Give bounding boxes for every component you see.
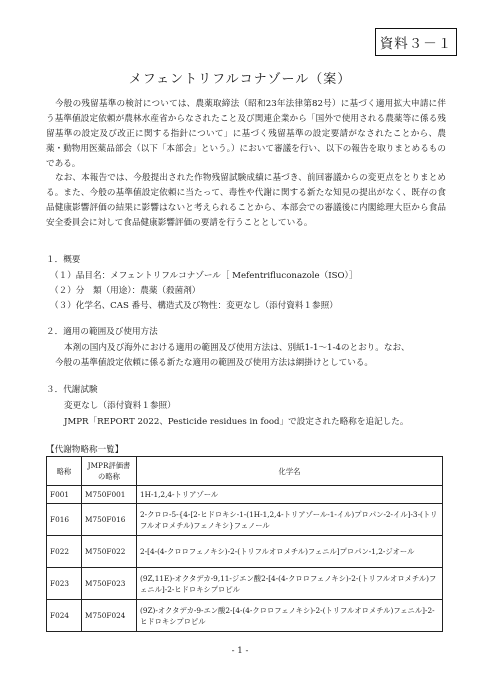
row-jmpr-abbreviation: M750F024 — [82, 600, 137, 632]
row-chemical-name: (9Z)-オクタデカ-9-エン酸2-[4-(4-クロロフェノキシ)-2-(トリフルオロメチル)フェニル]-2-ヒドロキシプロピル — [137, 600, 443, 632]
row-abbreviation: F016 — [47, 504, 82, 536]
row-chemical-name: 1H-1,2,4-トリアゾール — [137, 486, 443, 504]
overview-item-name: （１）品目名：メフェントリフルコナゾール［ Mefentrifluconazole（ISO）］ — [50, 271, 358, 281]
header-chemical-name: 化学名 — [137, 457, 443, 486]
row-jmpr-abbreviation: M750F016 — [82, 504, 137, 536]
table-row — [47, 486, 443, 504]
header-jmpr-abbreviation: JMPR評価書の略称 — [82, 457, 137, 486]
table-row — [47, 600, 443, 632]
section-2-heading: ２．適用の範囲及び使用方法 — [46, 327, 158, 337]
overview-item-chemical: （３）化学名、CAS 番号、構造式及び物性：変更なし（添付資料１参照） — [50, 301, 338, 311]
row-jmpr-abbreviation: M750F023 — [82, 568, 137, 600]
table-row — [47, 536, 443, 568]
document-tag: 資料３－１ — [375, 28, 457, 56]
table-caption: 【代謝物略称一覧】 — [46, 445, 124, 455]
row-abbreviation: F024 — [47, 600, 82, 632]
row-jmpr-abbreviation: M750F022 — [82, 536, 137, 568]
document-title: メフェントリフルコナゾール（案） — [128, 72, 352, 87]
usage-line-1: 本剤の国内及び海外における適用の範囲及び使用方法は、別紙1-1～1-4のとおり。なお、 — [64, 343, 410, 353]
overview-item-category: （２）分 類（用途）：農薬（殺菌剤） — [50, 286, 201, 296]
row-abbreviation: F022 — [47, 536, 82, 568]
intro-paragraph-1: 今般の残留基準の検討については、農薬取締法（昭和23年法律第82号）に基づく適用拡大申請に伴う基準値設定依頼が農林水産省からなされたこと及び関連企業から「国外で使用される農薬等に係る残留基準の設定及び改正に関する指針について」に基づく残留基準の設定要請がなされたことから、農薬・動物用医薬品部会（以下「本部会」という。）において審議を行い、以下の報告を取りまとめるものである。 — [46, 99, 446, 169]
row-abbreviation: F023 — [47, 568, 82, 600]
metabolite-abbreviation-table — [46, 456, 443, 632]
section-1-heading: １．概要 — [46, 255, 81, 265]
header-abbreviation: 略称 — [47, 457, 82, 486]
metabolism-line-1: 変更なし（添付資料１参照） — [64, 401, 176, 411]
page-number: - 1 - — [231, 646, 249, 656]
row-jmpr-abbreviation: M750F001 — [82, 486, 137, 504]
table-row — [47, 504, 443, 536]
table-header-row — [47, 457, 443, 486]
section-3-heading: ３．代謝試験 — [46, 385, 98, 395]
usage-line-2: 今般の基準値設定依頼に係る新たな適用の範囲及び使用方法は網掛けとしている。 — [55, 358, 373, 368]
table-row — [47, 568, 443, 600]
intro-paragraph-2: なお、本報告では、今般提出された作物残留試験成績に基づき、前回審議からの変更点をとりまとめる。また、今般の基準値設定依頼に当たって、毒性や代謝に関する新たな知見の提出がなく、既存の食品健康影響評価の結果に影響はないと考えられることから、本部会での審議後に内閣総理大臣から食品安全委員会に対して食品健康影響評価の要請を行うこととしている。 — [46, 173, 446, 228]
row-chemical-name: (9Z,11E)-オクタデカ-9,11-ジエン酸2-[4-(4-クロロフェノキシ)-2-(トリフルオロメチル)フェニル]-2-ヒドロキシプロピル — [137, 568, 443, 600]
row-chemical-name: 2-クロロ-5-{4-[2-ヒドロキシ-1-(1H-1,2,4-トリアゾール-1-イル)プロパン-2-イル]-3-(トリフルオロメチル)フェノキシ}フェノール — [137, 504, 443, 536]
row-chemical-name: 2-[4-(4-クロロフェノキシ)-2-(トリフルオロメチル)フェニル]プロパン-1,2-ジオール — [137, 536, 443, 568]
row-abbreviation: F001 — [47, 486, 82, 504]
metabolism-line-2: JMPR「REPORT 2022、Pesticide residues in food」で設定された略称を追記した。 — [64, 417, 409, 427]
